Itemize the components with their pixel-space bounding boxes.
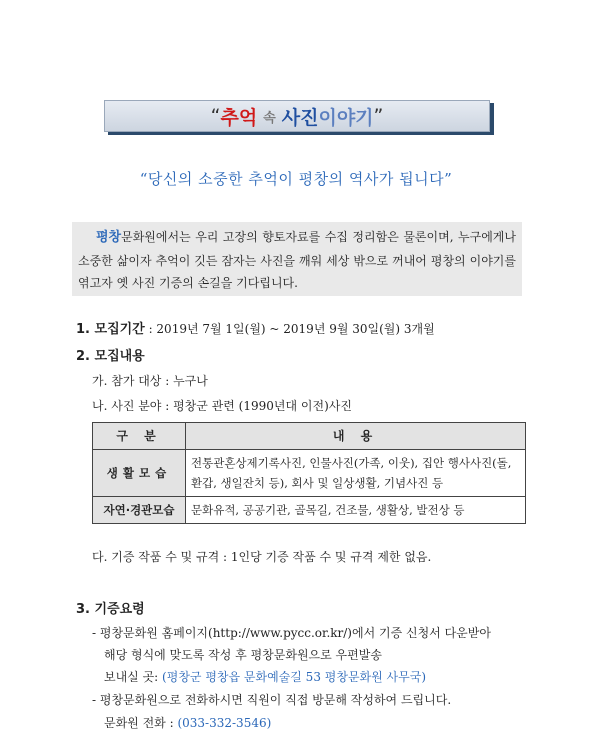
guide-line-3 [104,668,426,685]
item-photo-field: 나. 사진 분야 : 평창군 관련 (1990년대 이전)사진 [92,399,352,413]
phone-value: (033-332-3546) [177,716,272,730]
table-cell-content: 전통관혼상제기록사진, 인물사진(가족, 이웃), 집안 행사사진(돌, 환갑, 생일잔치 등), 회사 및 일상생활, 기념사진 등 [186,450,526,497]
guide-line-4: - 평창문화원으로 전화하시면 직원이 직접 방문해 작성하여 드립니다. [92,693,452,707]
address-value: (평창군 평창읍 문화예술길 53 평창문화원 사무국) [162,670,427,684]
address-label: 보내실 곳: [104,670,163,684]
open-quote: “ [210,105,221,127]
banner-word-story: 이야기 [318,106,374,129]
section-period [76,318,435,337]
intro-paragraph [78,226,516,295]
section-guide-label: 3. 기증요령 [76,602,145,617]
section-period-label: 1. 모집기간 [76,322,145,337]
guide-line-5 [104,714,271,731]
item-participants: 가. 참가 대상 : 누구나 [92,374,208,388]
table-header-category: 구 분 [93,423,186,450]
section-content-label: 2. 모집내용 [76,349,145,364]
table-header-content: 내 용 [186,423,526,450]
item-limits: 다. 기증 작품 수 및 규격 : 1인당 기증 작품 수 및 규격 제한 없음. [92,550,432,564]
close-quote: ” [373,105,384,127]
table-header-row [93,423,526,450]
banner-word-memory: 추억 [220,106,258,129]
table-row [93,497,526,524]
section-guide [76,598,145,617]
banner-word-photo: 사진 [281,106,319,129]
guide-line-2: 해당 형식에 맞도록 작성 후 평창문화원으로 우편발송 [104,648,382,662]
table-row [93,450,526,497]
category-table [92,422,526,524]
table-cell-content: 문화유적, 공공기관, 골목길, 건조물, 생활상, 발전상 등 [186,497,526,524]
intro-box [72,222,522,296]
section-period-value: : 2019년 7월 1일(월) ~ 2019년 9월 30일(월) 3개월 [144,322,435,336]
banner-word-in: 속 [263,110,276,126]
intro-text: 문화원에서는 우리 고장의 향토자료를 수집 정리함은 물론이며, 누구에게나 소중한 삶이자 추억이 깃든 잠자는 사진을 깨워 세상 밖으로 꺼내어 평창의 이야기를 엮고자 옛 사진 기증의 손길을 기다립니다. [78,230,516,290]
table-cell-category: 생활모습 [93,450,186,497]
guide-line-1: - 평창문화원 홈페이지(http://www.pycc.or.kr/)에서 기증 신청서 다운받아 [92,626,491,640]
section-content [76,345,145,364]
phone-label: 문화원 전화 : [104,716,178,730]
title-banner [104,100,490,132]
intro-highlight: 평창 [96,230,122,245]
subtitle: “당신의 소중한 추억이 평창의 역사가 됩니다” [139,170,453,188]
table-cell-category: 자연·경관모습 [93,497,186,524]
